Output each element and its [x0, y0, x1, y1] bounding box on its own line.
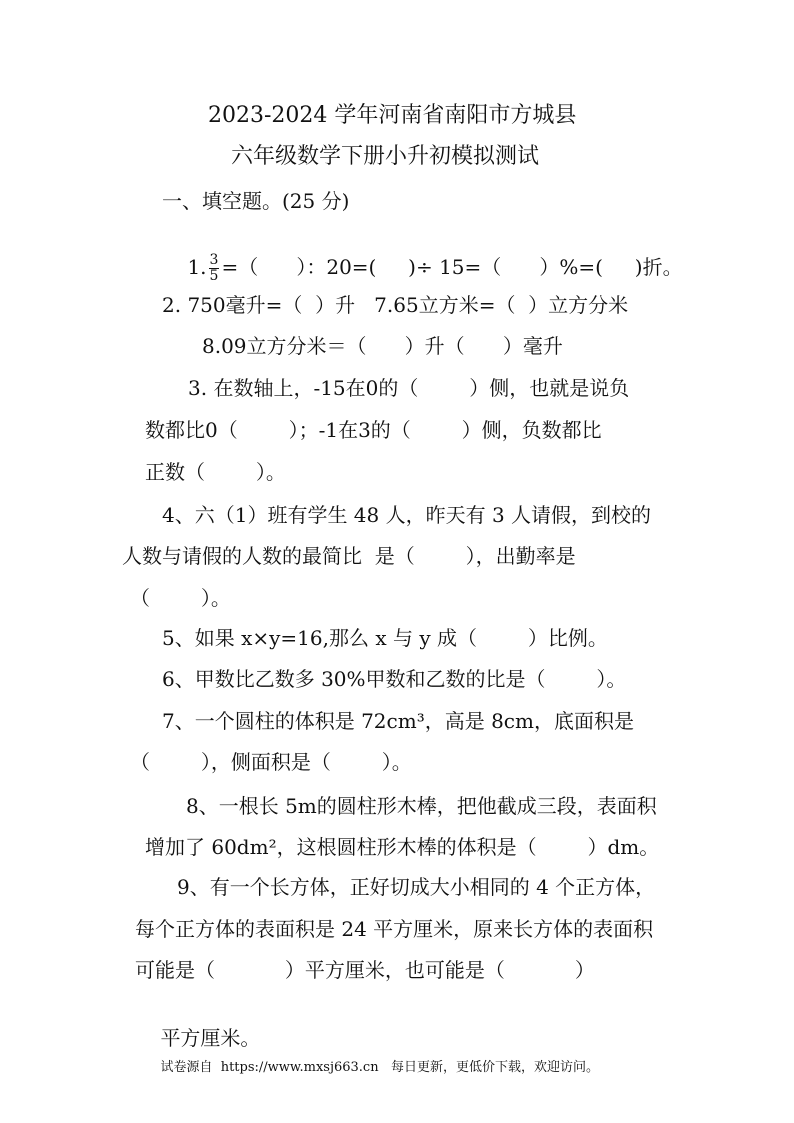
q1-fraction-denominator: 5: [209, 268, 219, 284]
source-note: 试卷源自 https://www.mxsj663.cn 每日更新，更低价下载，欢迎访问。: [160, 1060, 599, 1075]
q1-number: 1.: [187, 255, 207, 279]
question-9-line1: 9、有一个长方体，正好切成大小相同的 4 个正方体，: [177, 875, 656, 899]
question-9-line4: [135, 999, 599, 1107]
question-2-line2: 8.09立方分米＝（ ）升（ ）毫升: [202, 334, 563, 358]
question-7-line1: 7、一个圆柱的体积是 72cm³，高是 8cm，底面积是: [162, 709, 634, 733]
question-5: 5、如果 x×y=16,那么 x 与 y 成（ ）比例。: [162, 626, 608, 650]
section-heading: 一、填空题。(25 分): [162, 189, 350, 213]
question-3-line1: 3. 在数轴上，-15在0的（ ）侧，也就是说负: [188, 376, 630, 400]
question-3-line3: 正数（ ）。: [145, 460, 286, 484]
exam-title-line1: 2023-2024 学年河南省南阳市方城县: [208, 103, 577, 128]
q9-line4-text: 平方厘米。: [160, 1026, 261, 1050]
question-2-line1: 2. 750毫升=（ ）升 7.65立方米=（ ）立方分米: [162, 293, 629, 317]
q1-rest: =（ ）：20=( )÷ 15=（ ）%=( )折。: [221, 255, 683, 279]
exam-title-line2: 六年级数学下册小升初模拟测试: [231, 144, 540, 169]
question-9-line3: 可能是（ ）平方厘米，也可能是（ ）: [135, 958, 595, 982]
question-9-line2: 每个正方体的表面积是 24 平方厘米，原来长方体的表面积: [135, 917, 654, 941]
q1-fraction-numerator: 3: [209, 252, 219, 268]
question-7-line2: （ ），侧面积是（ ）。: [130, 750, 412, 774]
question-6: 6、甲数比乙数多 30%甲数和乙数的比是（ ）。: [162, 667, 627, 691]
question-4-line1: 4、六（1）班有学生 48 人，昨天有 3 人请假，到校的: [162, 503, 652, 527]
question-4-line3: （ ）。: [130, 586, 231, 610]
question-8-line2: 增加了 60dm²，这根圆柱形木棒的体积是（ ）dm。: [145, 835, 660, 859]
q1-fraction: [209, 253, 220, 284]
question-3-line2: 数都比0（ ）；-1在3的（ ）侧，负数都比: [145, 418, 602, 442]
question-8-line1: 8、一根长 5m的圆柱形木棒，把他截成三段，表面积: [186, 794, 657, 818]
question-4-line2: 人数与请假的人数的最简比 是（ ），出勤率是: [122, 544, 576, 568]
